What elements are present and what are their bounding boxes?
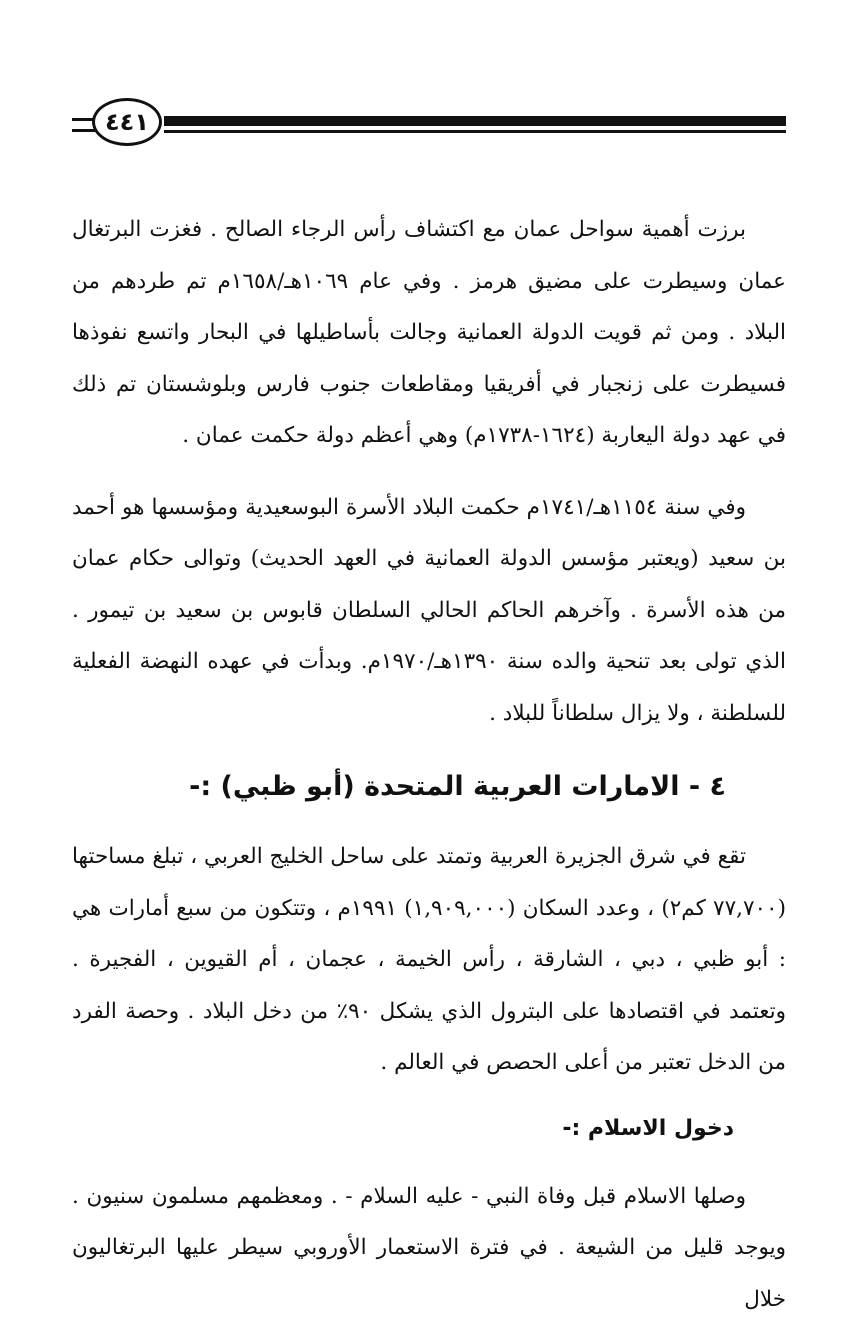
header-rule-thin [164, 130, 786, 133]
uae-overview-paragraph: تقع في شرق الجزيرة العربية وتمتد على ساحل الخليج العربي ، تبلغ مساحتها (٧٧,٧٠٠ كم٢) ، وعدد السكان (١,٩٠٩,٠٠٠) ١٩٩١م ، وتتكون من سبع أمارات هي : أبو ظبي ، دبي ، الشارقة ، رأس الخيمة ، عجمان ، أم القيوين ، الفجيرة . وتعتمد في اقتصادها على البترول الذي يشكل ٩٠٪ من دخل البلاد . وحصة الفرد من الدخل تعتبر من أعلى الحصص في العالم . [72, 831, 786, 1089]
islam-arrival-paragraph: وصلها الاسلام قبل وفاة النبي - عليه السلام - . ومعظمهم مسلمون سنيون . ويوجد قليل من الشيعة . في فترة الاستعمار الأوروبي سيطر عليها البرتغاليون خلال [72, 1171, 786, 1325]
oman-history-paragraph: برزت أهمية سواحل عمان مع اكتشاف رأس الرجاء الصالح . فغزت البرتغال عمان وسيطرت على مضيق هرمز . وفي عام ١٠٦٩هـ/١٦٥٨م تم طردهم من البلاد . ومن ثم قويت الدولة العمانية وجالت بأساطيلها في البحار واتسع نفوذها فسيطرت على زنجبار في أفريقيا ومقاطعات جنوب فارس وبلوشستان تم ذلك في عهد دولة اليعاربة (١٦٢٤-١٧٣٨م) وهي أعظم دولة حكمت عمان . [72, 204, 786, 462]
page-number: ٤٤١ [105, 108, 149, 136]
page-body [72, 204, 786, 1325]
busaidi-dynasty-paragraph: وفي سنة ١١٥٤هـ/١٧٤١م حكمت البلاد الأسرة البوسعيدية ومؤسسها هو أحمد بن سعيد (ويعتبر مؤسس الدولة العمانية في العهد الحديث) وتوالى حكام عمان من هذه الأسرة . وآخرهم الحاكم الحالي السلطان قابوس بن سعيد بن تيمور . الذي تولى بعد تنحية والده سنة ١٣٩٠هـ/١٩٧٠م. وبدأت في عهده النهضة الفعلية للسلطنة ، ولا يزال سلطاناً للبلاد . [72, 482, 786, 740]
islam-arrival-heading: دخول الاسلام :- [72, 1107, 786, 1151]
header-rule-thick [164, 116, 786, 126]
uae-section-heading: ٤ - الامارات العربية المتحدة (أبو ظبي) :- [72, 765, 786, 809]
page-header [72, 96, 786, 150]
page-number-badge [92, 98, 162, 146]
